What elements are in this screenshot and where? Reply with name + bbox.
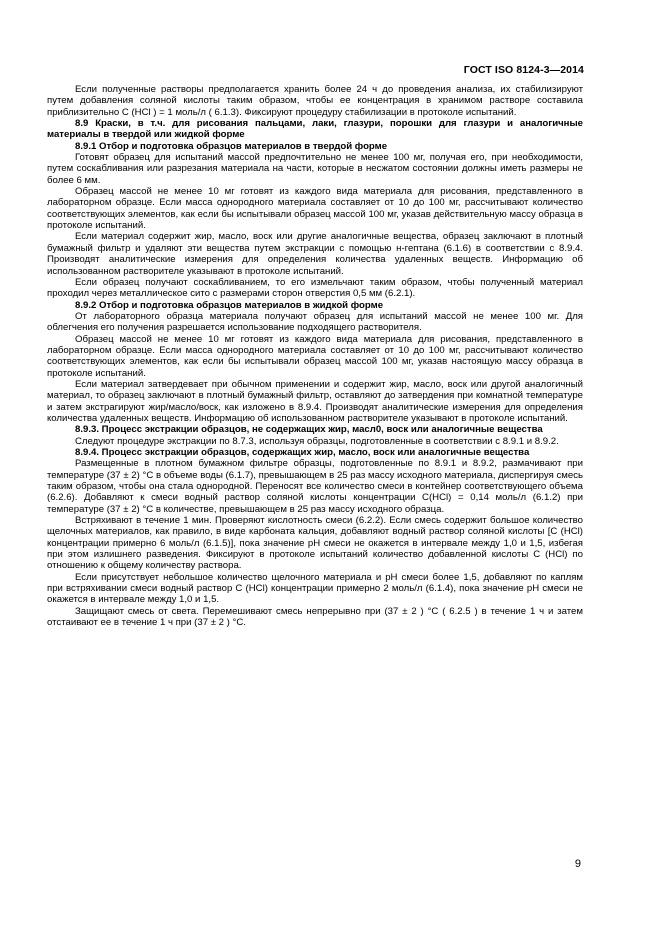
paragraph-liquid-mass: Образец массой не менее 10 мг готовят из каждого вида материала для рисования, представленного в лабораторном образце. Если масса однородного материала составляет от 10 до 100 мг, рассчитывают количество соответствующих элементов, как если бы испытывали образец массой 100 мг, указав настоящую массу образца в протоколе испытаний.: [47, 333, 583, 379]
paragraph-solid-fat: Если материал содержит жир, масло, воск или другие аналогичные вещества, образец заключают в плотный бумажный фильтр и удаляют эти вещества путем экстракции с помощью н-гептана (6.1.6) в соответствии с 8.9.4. Производят аналитические измерения для определения количества удаленных веществ. Информацию об использованном растворителе указывают в протоколе испытаний.: [47, 231, 583, 277]
paragraph-extraction-procedure: Следуют процедуре экстракции по 8.7.3, используя образцы, подготовленные в соответствии с 8.9.1 и 8.9.2.: [75, 435, 559, 447]
document-header: ГОСТ ISO 8124-3—2014: [463, 64, 584, 76]
paragraph-light-protection: Защищают смесь от света. Перемешивают смесь непрерывно при (37 ± 2 ) °С ( 6.2.5 ) в течение 1 ч и затем отстаивают ее в течение 1 ч при (37 ± 2 ) °С.: [47, 605, 583, 629]
subsection-heading-8-9-4: 8.9.4. Процесс экстракции образцов, содержащих жир, масло, воск или аналогичные вещества: [75, 447, 530, 458]
paragraph-alkaline: Если присутствует небольшое количество щелочного материала и pH смеси более 1,5, добавляют по каплям при встряхивании смеси водный раствор C (HCl) концентрации примерно 2 моль/л (6.1.4), пока значение pH смеси не окажется в интервале между 1,0 и 1,5.: [47, 571, 583, 606]
document-body: [47, 84, 583, 629]
paragraph-solid-sample: Готовят образец для испытаний массой предпочтительно не менее 100 мг, получая его, при необходимости, путем соскабливания или разрезания материала на части, которые в несжатом состоянии должны иметь размеры не более 6 мм.: [47, 152, 583, 186]
paragraph-solid-mass: Образец массой не менее 10 мг готовят из каждого вида материала для рисования, представленного в лабораторном образце. Если масса однородного материала составляет от 10 до 100 мг, рассчитывают количество соответствующих элементов, как если бы испытывали образец массой 100 мг, указав действительную массу образца в протоколе испытаний.: [47, 186, 583, 232]
paragraph-stabilization: Если полученные растворы предполагается хранить более 24 ч до проведения анализа, их стабилизируют путем добавления соляной кислоты таким образом, чтобы ее концентрация в хранимом растворе составила приблизительно C (HCl ) = 1 моль/л ( 6.1.3). Фиксируют процедуру стабилизации в протоколе испытаний.: [47, 84, 583, 118]
subsection-heading-8-9-3: 8.9.3. Процесс экстракции образцов, не содержащих жир, масл0, воск или аналогичные вещества: [75, 424, 543, 436]
paragraph-solid-scraping: Если образец получают соскабливанием, то его измельчают таким образом, чтобы полученный материал проходил через металлическое сито с размерами сторон отверстия 0,5 мм (6.2.1).: [47, 276, 583, 300]
subsection-heading-8-9-1: 8.9.1 Отбор и подготовка образцов материалов в твердой форме: [75, 140, 388, 152]
paragraph-liquid-sample: От лабораторного образца материала получают образец для испытаний массой не менее 100 мг. Для облегчения его получения разрешается использование подходящего растворителя.: [47, 310, 583, 334]
paragraph-liquid-hardening: Если материал затвердевает при обычном применении и содержит жир, масло, воск или другой аналогичный материал, то образец заключают в плотный бумажный фильтр, оставляют до затвердения при комнатной температуре и затем экстрагируют жир/масло/воск, как изложено в 8.9.4. Производят аналитические измерения для определения количества удаленных веществ. Информацию об использованном растворителе указывают в протоколе испытаний.: [47, 378, 583, 424]
paragraph-shaking: Встряхивают в течение 1 мин. Проверяют кислотность смеси (6.2.2). Если смесь содержит большое количество щелочных материалов, как правило, в виде карбоната кальция, добавляют водный раствор соляной кислоты [C (HCl) концентрации примерно 6 моль/л (6.1.5)], пока значение pH смеси не окажется в интервале между 1,0 и 1,5, избегая при этом излишнего разведения. Фиксируют в протоколе испытаний количество добавленной кислоты C (HCl) по отношению к общему количеству раствора.: [47, 515, 583, 572]
subsection-heading-8-9-2: 8.9.2 Отбор и подготовка образцов материалов в жидкой форме: [75, 299, 384, 311]
section-heading-8-9: 8.9 Краски, в т.ч. для рисования пальцами, лаки, глазури, порошки для глазури и аналогичные материалы в твердой или жидкой форме: [47, 118, 583, 141]
paragraph-soaking: Размещенные в плотном бумажном фильтре образцы, подготовленные по 8.9.1 и 8.9.2, размачивают при температуре (37 ± 2) °С в объеме воды (6.1.7), превышающем в 25 раз массу исходного материала, диспергируя смесь таким образом, чтобы она стала однородной. Переносят все количество смеси в контейнер соответствующего объема (6.2.6). Добавляют к смеси водный раствор соляной кислоты концентрации C(HCl) = 0,14 моль/л (6.1.2) при температуре (37 ± 2) °С в количестве, превышающем в 25 раз массу исходного образца.: [47, 458, 583, 515]
page-number: 9: [574, 858, 581, 870]
